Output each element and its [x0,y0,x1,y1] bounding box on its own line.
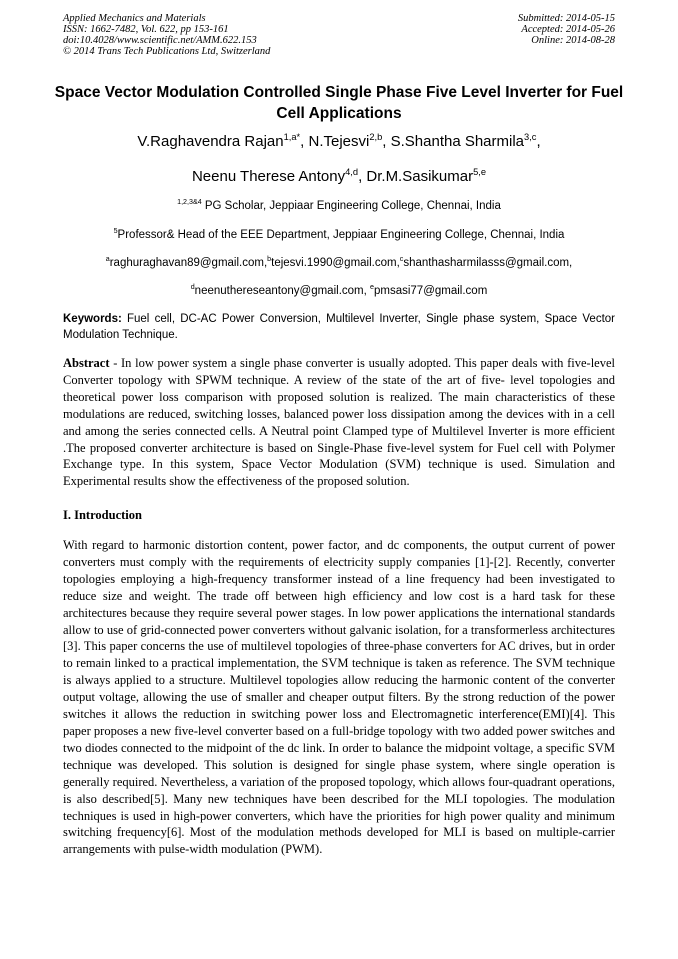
affiliation-sup: 1,2,3&4 [177,198,202,207]
abstract-paragraph [63,355,615,490]
affiliation-1 [20,200,658,212]
email-address[interactable]: pmsasi77@gmail.com [373,285,488,297]
author-sup: 4,d [345,167,359,177]
author-separator: , [536,133,541,150]
author-name: V.Raghavendra Rajan [137,133,284,150]
issn-line: ISSN: 1662-7482, Vol. 622, pp 153-161 [63,24,229,35]
affiliation-sup: 5 [113,227,118,236]
email-address[interactable]: tejesvi.1990@gmail.com, [271,257,400,269]
author-line-2 [20,168,658,185]
affiliation-2 [20,229,658,241]
email-address[interactable]: shanthasharmilasss@gmail.com, [403,257,573,269]
email-address[interactable]: raghuraghavan89@gmail.com, [109,257,268,269]
author-sup: 2,b [369,132,383,142]
email-sup: b [267,255,272,264]
keywords-paragraph [63,311,615,343]
email-sup: d [190,283,195,292]
abstract-label: Abstract [63,356,110,370]
email-sup: e [370,283,374,292]
journal-name: Applied Mechanics and Materials [63,13,206,24]
email-line-1 [20,257,658,269]
online-date: Online: 2014-08-28 [531,35,615,46]
author-name: , N.Tejesvi [300,133,370,150]
author-sup: 3,c [524,132,537,142]
affiliation-text: Professor& Head of the EEE Department, Jeppiaar Engineering College, Chennai, India [117,229,565,241]
email-line-2 [20,285,658,297]
author-line-1 [20,133,658,150]
affiliation-text: PG Scholar, Jeppiaar Engineering College, Chennai, India [201,200,501,212]
author-sup: 1,a* [283,132,301,142]
doi-line: doi:10.4028/www.scientific.net/AMM.622.153 [63,35,257,46]
email-sup: c [399,255,404,264]
email-sup: a [105,255,110,264]
author-name: , S.Shantha Sharmila [382,133,525,150]
abstract-text: - In low power system a single phase converter is usually adopted. This paper deals with five-level Converter topology with SPWM technique. A review of the state of the art of five- level topologies and theoretical power loss comparison with proposed solution is realized. The main characteristics of these modulations are reduced, switching losses, balanced power loss dissipation among the devices with in a cell and among the series connected cells. A Neutral point Clamped type of Multilevel Inverter is more efficient .The proposed converter architecture is based on Single-Phase five-level system for Fuel cell with Polymer Exchange type. In this system, Space Vector Modulation (SVM) technique is used. Simulation and Experimental results show the effectiveness of the proposed solution. [63,356,615,489]
author-name: , Dr.M.Sasikumar [358,168,474,185]
journal-info [63,13,270,57]
email-address[interactable]: neenuthereseantony@gmail.com, [194,285,371,297]
keywords-text: Fuel cell, DC-AC Power Conversion, Multilevel Inverter, Single phase system, Space Vector Modulation Technique. [63,313,615,341]
author-name: Neenu Therese Antony [191,168,346,185]
copyright-line: © 2014 Trans Tech Publications Ltd, Switzerland [63,46,271,57]
keywords-label: Keywords: [63,313,122,325]
accepted-date: Accepted: 2014-05-26 [521,24,615,35]
author-sup: 5,e [473,167,487,177]
publication-dates [518,13,615,46]
introduction-paragraph: With regard to harmonic distortion content, power factor, and dc components, the output current of power converters must comply with the requirements of electricity supply companies [1]-[2]. Recently, converter topologies employing a high-frequency transformer instead of a line frequency had been investigated to reduce size and weight. The trade off between high efficiency and low cost is a hard task for these architectures because they require several power stages. In low power applications the international standards allow to use of grid-connected power converters without galvanic isolation, for a transformerless architectures [3]. This paper concerns the use of multilevel topologies of three-phase converters for AC drives, but in order to remain linked to a practical implementation, the SVM technique is taken as reference. The SVM technique is always applied to a structure. Multilevel topologies allow reducing the harmonic content of the converter output voltage, allowing the use of smaller and cheaper output filters. By the strong reduction of the power switches it allows the reduction in switching power loss and Electromagnetic interference(EMI)[4]. This paper proposes a new five-level converter based on a full-bridge topology with two added power switches and two diodes connected to the midpoint of the dc link. In order to balance the midpoint voltage, a specific SVM technique was developed. This solution is designed for single phase system, where single operation is generally required. Nevertheless, a variation of the proposed topology, which allows four-quadrant operations, is also described[5]. Many new techniques have been described for the MLI topologies. The modulation techniques is used in high-power converters, which have the priorities for high power quality and minimum switching frequency[6]. Most of the modulation methods developed for MLI is based on multiple-carrier arrangements with pulse-width modulation (PWM). [63,538,615,857]
section-heading: I. Introduction [63,508,142,522]
paper-title: Space Vector Modulation Controlled Single Phase Five Level Inverter for Fuel Cell Applications [54,84,624,122]
submitted-date: Submitted: 2014-05-15 [517,13,615,24]
